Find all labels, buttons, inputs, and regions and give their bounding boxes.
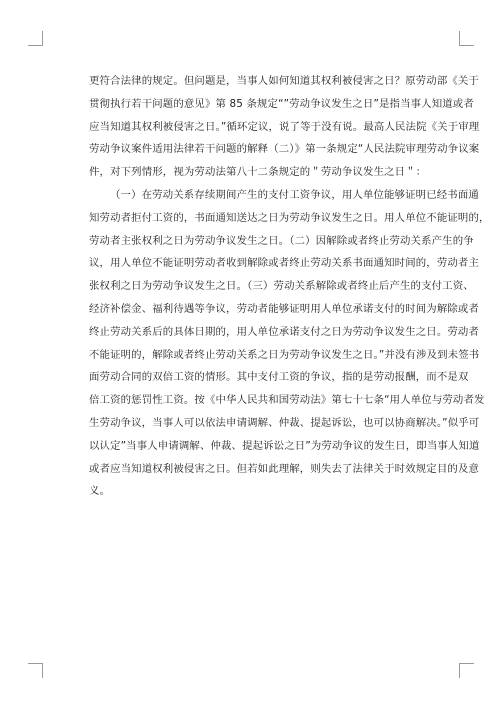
text-line: 或者应当知道权利被侵害之日。但若如此理解，则失去了法律关于时效规定目的及意 [89,462,479,475]
text-line: 张权利之日为劳动争议发生之日。（三）劳动关系解除或者终止后产生的支付工资、 [89,280,474,293]
text-line: 贯彻执行若干问题的意见》第 85 条规定“”劳动争议发生之日”是指当事人知道或者 [89,97,474,110]
text-line: 生劳动争议，当事人可以依法申请调解、仲裁、提起诉讼，也可以协商解决。”似乎可 [89,416,480,429]
text-line: （一）在劳动关系存续期间产生的支付工资争议，用人单位能够证明已经书面通 [110,188,479,201]
text-line: 以认定”当事人申请调解、仲裁、提起诉讼之日”为劳动争议的发生日，即当事人知道 [89,439,480,452]
text-line: 面劳动合同的双倍工资的情形。其中支付工资的争议，指的是劳动报酬，而不是双 [89,371,469,384]
text-line: 倍工资的惩罚性工资。按《中华人民共和国劳动法》第七十七条“用人单位与劳动者发 [89,394,485,407]
body-text [89,70,490,503]
corner-mark-top-right [459,31,474,46]
text-line: 经济补偿金、福利待遇等争议，劳动者能够证明用人单位承诺支付的时间为解除或者 [89,302,479,315]
text-line: 不能证明的，解除或者终止劳动关系之日为劳动争议发生之日。”并没有涉及到未签书 [89,348,480,361]
text-line: 更符合法律的规定。但问题是，当事人如何知道其权利被侵害之日？原劳动部《关于 [89,75,479,87]
text-line: 义。 [89,485,111,498]
text-line: 应当知道其权利被侵害之日。”循环定议，说了等于没有说。最高人民法院《关于审理 [89,120,480,133]
text-line: 议，用人单位不能证明劳动者收到解除或者终止劳动关系书面通知时间的，劳动者主 [89,257,479,270]
text-line: 终止劳动关系后的具体日期的，用人单位承诺支付之日为劳动争议发生之日。劳动者 [89,325,479,338]
corner-mark-bottom-left [28,663,43,678]
corner-mark-top-left [28,31,43,46]
text-line: 劳动争议案件适用法律若干问题的解释（二）》第一条规定“人民法院审理劳动争议案 [89,143,480,156]
text-line: 件，对下列情形，视为劳动法第八十二条规定的＂劳动争议发生之日＂： [89,166,427,179]
corner-mark-bottom-right [459,663,474,678]
text-line: 知劳动者拒付工资的，书面通知送达之日为劳动争议发生之日。用人单位不能证明的， [89,211,490,224]
text-line: 劳动者主张权利之日为劳动争议发生之日。（二）因解除或者终止劳动关系产生的争 [89,234,474,247]
